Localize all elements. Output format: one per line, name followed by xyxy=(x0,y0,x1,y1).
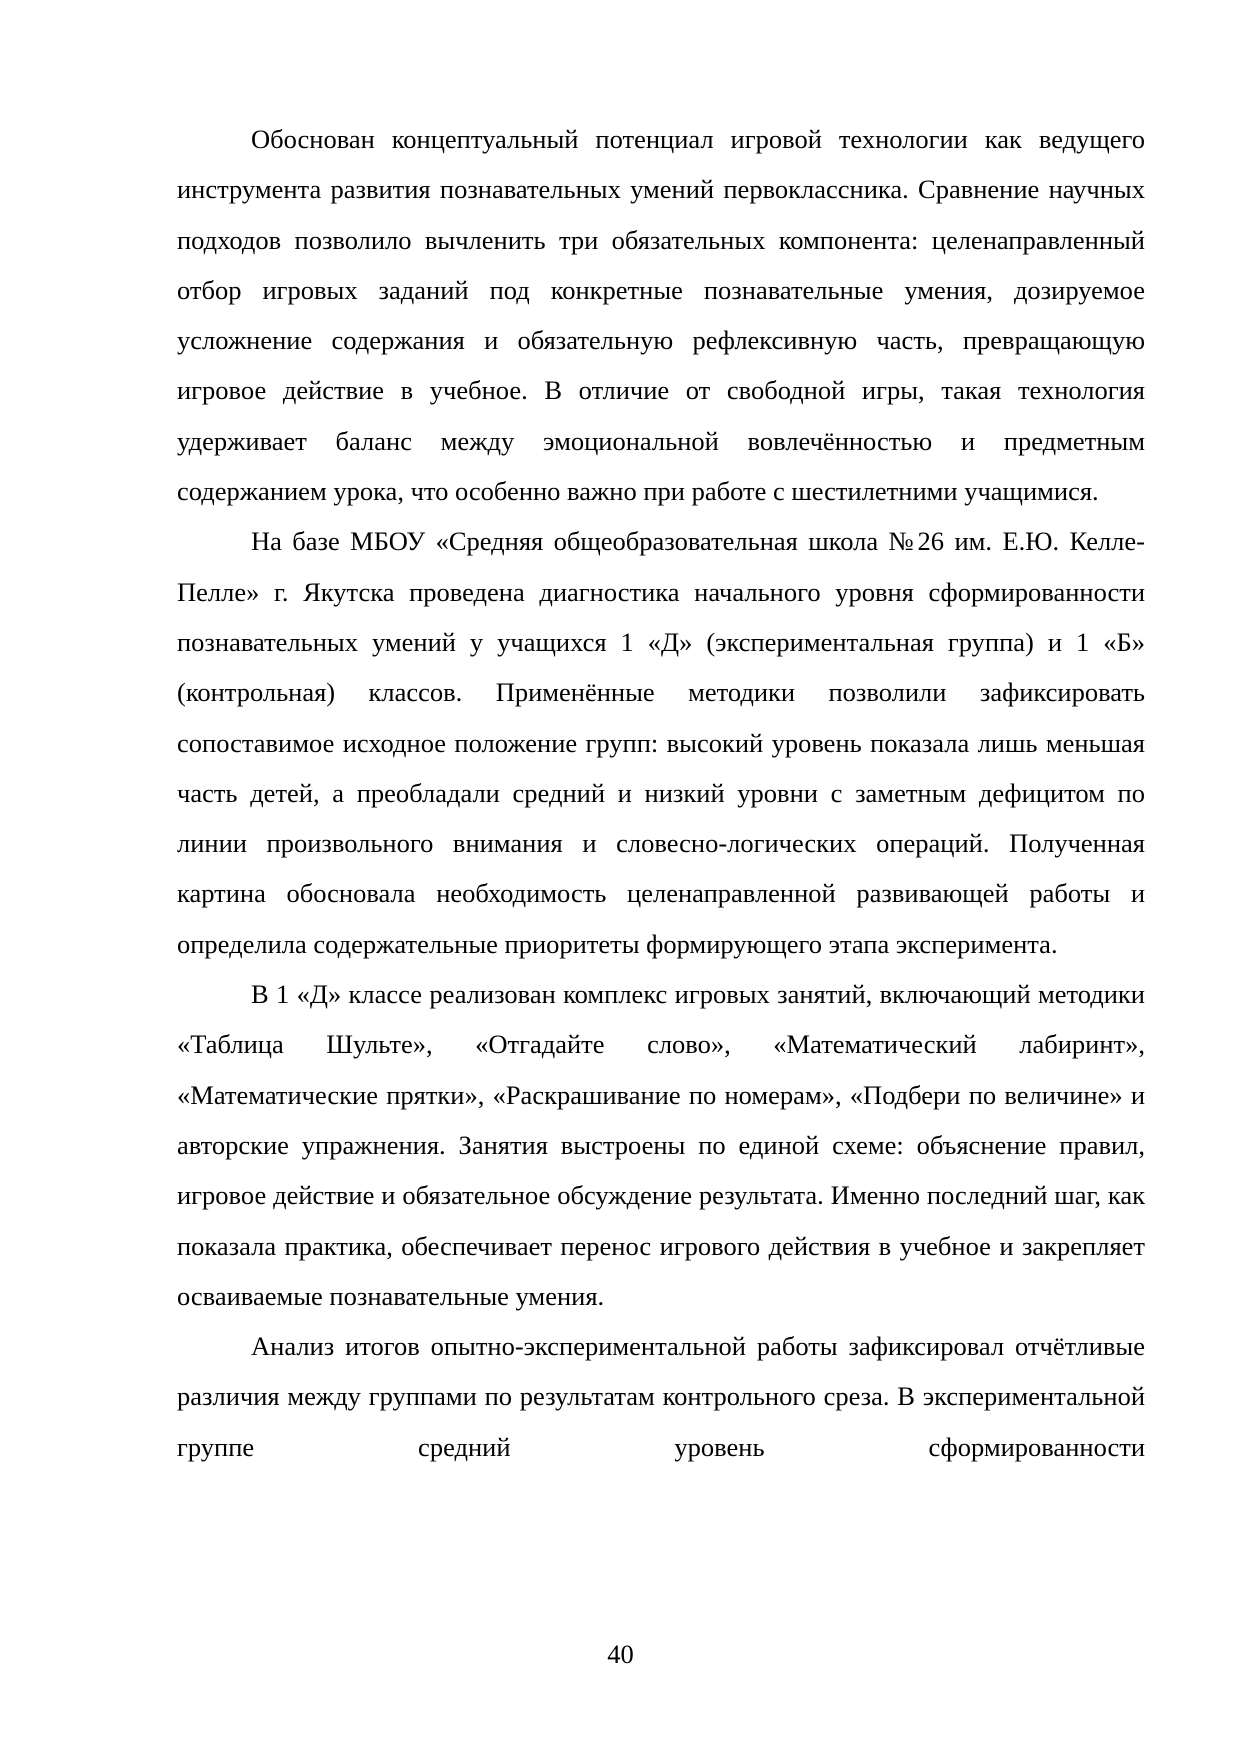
paragraph-2: На базе МБОУ «Средняя общеобразовательная школа №26 им. Е.Ю. Келле-Пелле» г. Якутска проведена диагностика начального уровня сформированности познавательных умений у учащихся 1 «Д» (экспериментальная группа) и 1 «Б» (контрольная) классов. Применённые методики позволили зафиксировать сопоставимое исходное положение групп: высокий уровень показала лишь меньшая часть детей, а преобладали средний и низкий уровни с заметным дефицитом по линии произвольного внимания и словесно-логических операций. Полученная картина обосновала необходимость целенаправленной развивающей работы и определила содержательные приоритеты формирующего этапа эксперимента. xyxy=(177,526,1145,959)
paragraph-3: В 1 «Д» классе реализован комплекс игровых занятий, включающий методики «Таблица Шульте», «Отгадайте слово», «Математический лабиринт», «Математические прятки», «Раскрашивание по номерам», «Подбери по величине» и авторские упражнения. Занятия выстроены по единой схеме: объяснение правил, игровое действие и обязательное обсуждение результата. Именно последний шаг, как показала практика, обеспечивает перенос игрового действия в учебное и закрепляет осваиваемые познавательные умения. xyxy=(177,979,1145,1311)
paragraph-4: Анализ итогов опытно-экспериментальной работы зафиксировал отчётливые различия между группами по результатам контрольного среза. В экспериментальной группе средний уровень сформированности xyxy=(177,1331,1145,1462)
body-text xyxy=(177,114,1145,1472)
paragraph-1: Обоснован концептуальный потенциал игровой технологии как ведущего инструмента развития познавательных умений первоклассника. Сравнение научных подходов позволило вычленить три обязательных компонента: целенаправленный отбор игровых заданий под конкретные познавательные умения, дозируемое усложнение содержания и обязательную рефлексивную часть, превращающую игровое действие в учебное. В отличие от свободной игры, такая технология удерживает баланс между эмоциональной вовлечённостью и предметным содержанием урока, что особенно важно при работе с шестилетними учащимися. xyxy=(177,124,1145,507)
page-number: 40 xyxy=(607,1639,634,1669)
